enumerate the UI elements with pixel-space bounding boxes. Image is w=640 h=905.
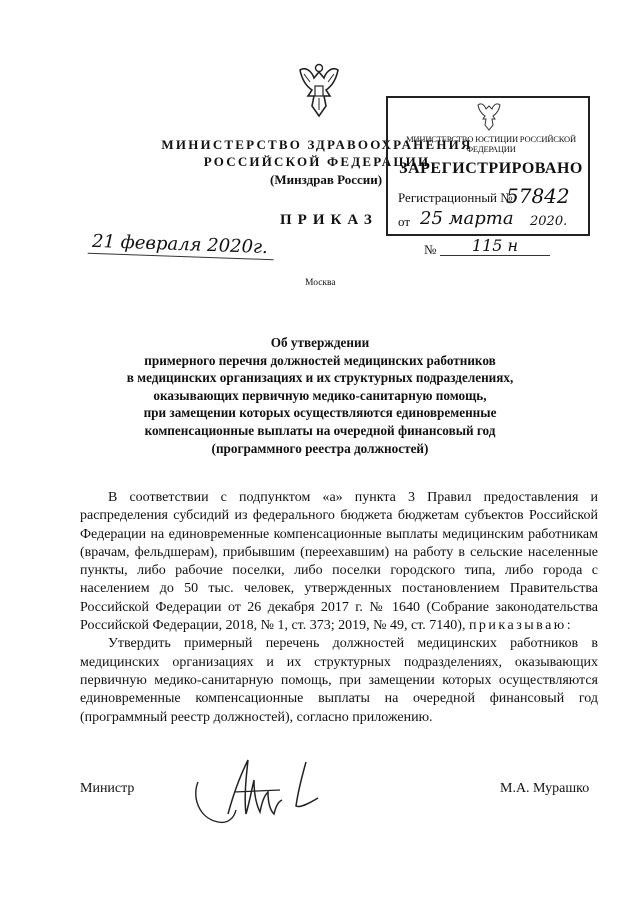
body-paragraph-preamble bbox=[80, 489, 598, 635]
city: Москва bbox=[305, 278, 336, 288]
ministry-short-name: (Минздрав России) bbox=[270, 172, 383, 187]
stamp-date-prefix: от bbox=[398, 214, 411, 229]
stamp-reg-number: 57842 bbox=[506, 184, 570, 208]
stamp-year: 2020. bbox=[530, 214, 568, 229]
stamp-date: 25 марта bbox=[420, 208, 514, 229]
heading-line: (программного реестра должностей) bbox=[211, 440, 429, 456]
heading-line: компенсационные выплаты на очередной финансовый год bbox=[144, 422, 496, 438]
ministry-line1: МИНИСТЕРСТВО ЗДРАВООХРАНЕНИЯ bbox=[161, 137, 473, 152]
order-number: 115 н bbox=[440, 236, 550, 256]
heading-line: при замещении которых осуществляются единовременные bbox=[143, 405, 497, 421]
order-date: 21 февраля 2020г. bbox=[88, 231, 275, 260]
document-body bbox=[80, 489, 598, 727]
heading-line: оказывающих первичную медико-санитарную помощь, bbox=[153, 387, 487, 403]
stamp-authority: МИНИСТЕРСТВО ЮСТИЦИИ РОССИЙСКОЙ ФЕДЕРАЦИИ bbox=[406, 134, 576, 154]
stamp-reg-label: Регистрационный № bbox=[398, 190, 513, 205]
signatory-name: М.А. Мурашко bbox=[500, 781, 590, 796]
coat-of-arms-icon bbox=[296, 62, 342, 120]
stamp-emblem-icon bbox=[476, 100, 502, 132]
handwritten-signature bbox=[188, 752, 338, 828]
body-paragraph-order: Утвердить примерный перечень должностей медицинских работников в медицинских организациях и их структурных подразделениях, оказывающих первичную медико-санитарную помощь, при замещении которых осуществляются единовременные компенсационные выплаты на очередной финансовый год (программный реестр должностей), согласно приложению. bbox=[80, 636, 598, 725]
heading-line: Об утверждении bbox=[270, 335, 370, 350]
heading-line: примерного перечня должностей медицинских работников bbox=[144, 352, 496, 368]
order-word: приказываю: bbox=[468, 618, 574, 634]
heading-line: в медицинских организациях и их структурных подразделениях, bbox=[126, 370, 514, 386]
doc-type-title: ПРИКАЗ bbox=[280, 212, 378, 228]
document-heading bbox=[110, 334, 530, 457]
order-number-label: № bbox=[424, 242, 437, 257]
preamble-text: В соответствии с подпунктом «а» пункта 3 Правил предоставления и распределения субсидий из федерального бюджета бюджетам субъектов Российской Федерации на единовременные компенсационные выплаты медицинским работникам (врачам, фельдшерам), прибывшим (переехавшим) на работу в сельские населенные пункты, либо рабочие поселки, либо поселки городского типа, либо города с населением до 50 тыс. человек, утвержденных постановлением Правительства Российской Федерации от 26 декабря 2017 г. № 1640 (Собрание законодательства Российской Федерации, 2018, № 1, ст. 373; 2019, № 49, ст. 7140), bbox=[80, 490, 598, 634]
stamp-registered: ЗАРЕГИСТРИРОВАНО bbox=[399, 160, 583, 177]
ministry-line2: РОССИЙСКОЙ ФЕДЕРАЦИИ bbox=[203, 154, 431, 169]
signatory-role: Министр bbox=[80, 781, 135, 796]
